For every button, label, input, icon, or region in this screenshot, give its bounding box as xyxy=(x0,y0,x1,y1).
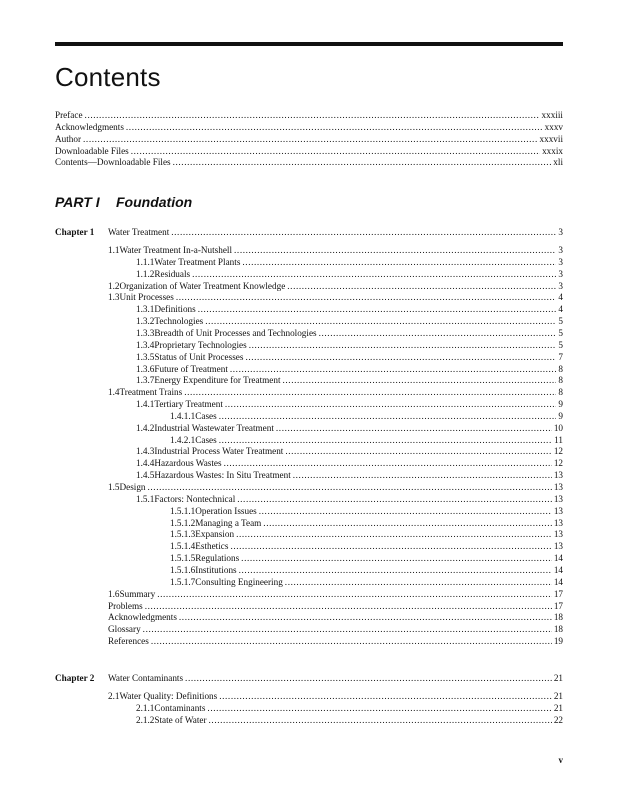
dot-leader xyxy=(148,482,552,493)
dot-leader xyxy=(237,494,552,505)
entry-title: Problems xyxy=(108,600,143,611)
section-number: 1.4.4 xyxy=(136,458,155,469)
front-matter-entry[interactable] xyxy=(55,157,563,168)
dot-leader xyxy=(219,411,557,422)
entry-title: Factors: Nontechnical xyxy=(154,493,236,504)
section-number: 1.4.1.1 xyxy=(170,410,196,421)
page-folio: v xyxy=(558,755,563,765)
page-number: 5 xyxy=(558,339,563,350)
dot-leader xyxy=(173,157,552,168)
dot-leader xyxy=(198,304,557,315)
page-number: xxxiii xyxy=(541,110,563,120)
dot-leader xyxy=(293,470,552,481)
page-number: 3 xyxy=(558,268,563,279)
section-entry[interactable] xyxy=(136,446,563,457)
section-number: 2.1 xyxy=(108,691,120,701)
entry-title: Esthetics xyxy=(195,541,229,552)
page-number: 21 xyxy=(553,691,563,701)
front-matter-entry[interactable] xyxy=(55,146,563,157)
dot-leader xyxy=(205,316,556,327)
section-number: 1.5.1.2 xyxy=(170,517,196,528)
entry-title: Acknowledgments xyxy=(108,612,177,623)
section-entry[interactable] xyxy=(136,399,563,410)
section-number: 1.4.3 xyxy=(136,446,155,457)
entry-title: Hazardous Wastes xyxy=(154,458,222,469)
entry-title: Design xyxy=(119,482,146,492)
section-number: 1.2 xyxy=(108,280,120,291)
page-number: 13 xyxy=(553,505,563,516)
page-number: 18 xyxy=(553,624,563,635)
page-number: 17 xyxy=(553,600,563,611)
page-number: 12 xyxy=(553,446,563,457)
section-number: 1.4 xyxy=(108,387,120,398)
entry-title: Cases xyxy=(195,434,217,445)
dot-leader xyxy=(259,506,552,517)
entry-title: Acknowledgments xyxy=(55,121,124,132)
page-number: 14 xyxy=(553,553,563,564)
entry-title: Regulations xyxy=(195,553,240,564)
section-entry[interactable] xyxy=(136,316,563,327)
page-number: 3 xyxy=(558,227,563,237)
entry-title: Expansion xyxy=(195,529,235,540)
dot-leader xyxy=(285,446,551,457)
backmatter-entry[interactable] xyxy=(108,612,563,623)
chapter-title: Water Contaminants xyxy=(108,673,184,683)
entry-title: Industrial Wastewater Treatment xyxy=(154,422,274,433)
dot-leader xyxy=(192,269,556,280)
entry-title: State of Water xyxy=(154,714,207,725)
section-entry[interactable] xyxy=(136,458,563,469)
section-entry[interactable] xyxy=(136,494,563,505)
entry-title: Water Treatment In-a-Nutshell xyxy=(119,245,233,255)
dot-leader xyxy=(151,636,552,647)
dot-leader xyxy=(230,541,551,552)
section-entry[interactable] xyxy=(136,304,563,315)
entry-title: Author xyxy=(55,133,82,144)
section-number: 1.3.1 xyxy=(136,304,155,315)
page-number: 22 xyxy=(553,714,563,725)
dot-leader xyxy=(230,364,557,375)
dot-leader xyxy=(126,122,543,133)
dot-leader xyxy=(209,715,552,726)
section-number: 1.5.1.4 xyxy=(170,541,196,552)
page-number: 17 xyxy=(553,588,563,599)
section-number: 1.5.1 xyxy=(136,493,155,504)
dot-leader xyxy=(236,529,552,540)
page-number: 3 xyxy=(558,256,563,267)
dot-leader xyxy=(234,245,556,256)
section-entry[interactable] xyxy=(170,553,563,564)
entry-title: Residuals xyxy=(154,268,191,279)
entry-title: Downloadable Files xyxy=(55,145,129,156)
section-number: 1.5.1.3 xyxy=(170,529,196,540)
page-number: 18 xyxy=(553,612,563,623)
chapter-title: Water Treatment xyxy=(108,227,170,237)
dot-leader xyxy=(207,703,551,714)
entry-title: Water Treatment Plants xyxy=(154,256,241,267)
chapter-label: Chapter 2 xyxy=(55,673,95,683)
dot-leader xyxy=(176,292,557,303)
entry-title: References xyxy=(108,636,149,647)
page-number: xxxvii xyxy=(539,133,563,144)
page-number: 13 xyxy=(553,493,563,504)
entry-title: Tertiary Treatment xyxy=(154,399,223,410)
section-number: 1.3.2 xyxy=(136,316,155,327)
section-entry[interactable] xyxy=(136,352,563,363)
entry-title: Summary xyxy=(119,588,156,599)
section-entry[interactable] xyxy=(170,518,563,529)
section-number: 1.5 xyxy=(108,482,120,492)
dot-leader xyxy=(276,423,552,434)
entry-title: Cases xyxy=(195,410,217,421)
page-number: 4 xyxy=(558,292,563,303)
front-matter-entry[interactable] xyxy=(55,110,563,121)
section-entry[interactable] xyxy=(170,577,563,588)
section-entry[interactable] xyxy=(136,423,563,434)
dot-leader xyxy=(245,352,556,363)
section-entry[interactable] xyxy=(136,470,563,481)
page-number: 8 xyxy=(558,387,563,398)
dot-leader xyxy=(157,589,552,600)
section-entry[interactable] xyxy=(136,703,563,714)
entry-title: Status of Unit Processes xyxy=(154,351,244,362)
page-number: xxxix xyxy=(542,145,563,156)
page-number: 5 xyxy=(558,316,563,327)
chapter-entry[interactable] xyxy=(108,227,563,238)
entry-title: Water Quality: Definitions xyxy=(119,691,218,701)
dot-leader xyxy=(171,227,556,238)
page-number: 12 xyxy=(553,458,563,469)
section-entry[interactable] xyxy=(136,269,563,280)
part-number: PART I xyxy=(55,194,100,210)
entry-title: Institutions xyxy=(195,564,237,575)
page-number: 21 xyxy=(553,702,563,713)
entry-title: Preface xyxy=(55,110,83,120)
section-entry[interactable] xyxy=(108,589,563,600)
section-number: 1.3 xyxy=(108,292,120,303)
entry-title: Energy Expenditure for Treatment xyxy=(154,375,281,386)
section-entry[interactable] xyxy=(108,387,563,398)
entry-title: Future of Treatment xyxy=(154,363,228,374)
backmatter-entry[interactable] xyxy=(108,624,563,635)
dot-leader xyxy=(283,375,557,386)
dot-leader xyxy=(319,328,557,339)
section-number: 1.4.5 xyxy=(136,470,155,481)
section-entry[interactable] xyxy=(170,565,563,576)
page-number: 13 xyxy=(553,541,563,552)
part-title: Foundation xyxy=(116,194,193,210)
section-entry[interactable] xyxy=(108,292,563,303)
page-number: 13 xyxy=(553,470,563,481)
dot-leader xyxy=(219,435,552,446)
section-entry[interactable] xyxy=(136,257,563,268)
dot-leader xyxy=(184,387,556,398)
section-entry[interactable] xyxy=(108,691,563,702)
page-number: 8 xyxy=(558,375,563,386)
page-number: 11 xyxy=(554,434,563,445)
section-number: 1.3.5 xyxy=(136,351,155,362)
page-number: 7 xyxy=(558,351,563,362)
page-number: 3 xyxy=(558,245,563,255)
section-number: 1.4.1 xyxy=(136,399,155,410)
part-heading xyxy=(55,194,192,210)
chapter-label: Chapter 1 xyxy=(55,227,95,237)
section-number: 1.1 xyxy=(108,245,120,255)
front-matter-entry[interactable] xyxy=(55,122,563,133)
entry-title: Operation Issues xyxy=(195,505,257,516)
page-number: xli xyxy=(553,157,563,168)
entry-title: Organization of Water Treatment Knowledge xyxy=(119,280,286,291)
page-title: Contents xyxy=(55,62,161,92)
dot-leader xyxy=(185,673,552,684)
section-entry[interactable] xyxy=(170,529,563,540)
section-number: 1.3.7 xyxy=(136,375,155,386)
section-entry[interactable] xyxy=(170,506,563,517)
section-number: 1.4.2.1 xyxy=(170,434,196,445)
section-number: 1.5.1.6 xyxy=(170,564,196,575)
dot-leader xyxy=(242,257,556,268)
dot-leader xyxy=(287,281,556,292)
page-number: 14 xyxy=(553,576,563,587)
page-number: 14 xyxy=(553,564,563,575)
section-number: 1.5.1.5 xyxy=(170,553,196,564)
entry-title: Proprietary Technologies xyxy=(154,339,247,350)
page-number: xxxv xyxy=(544,121,563,132)
backmatter-entry[interactable] xyxy=(108,601,563,612)
dot-leader xyxy=(219,691,552,702)
page-number: 3 xyxy=(558,280,563,291)
section-entry[interactable] xyxy=(108,482,563,493)
section-number: 2.1.2 xyxy=(136,714,155,725)
page-number: 9 xyxy=(558,399,563,410)
section-entry[interactable] xyxy=(170,435,563,446)
dot-leader xyxy=(145,601,552,612)
chapter-entry[interactable] xyxy=(108,673,563,684)
dot-leader xyxy=(285,577,552,588)
page-number: 21 xyxy=(553,673,563,683)
entry-title: Treatment Trains xyxy=(119,387,183,398)
dot-leader xyxy=(85,110,540,121)
dot-leader xyxy=(143,624,552,635)
dot-leader xyxy=(179,612,552,623)
section-number: 1.3.6 xyxy=(136,363,155,374)
section-number: 1.3.4 xyxy=(136,339,155,350)
page-number: 13 xyxy=(553,517,563,528)
dot-leader xyxy=(241,553,552,564)
entry-title: Consulting Engineering xyxy=(195,576,283,587)
entry-title: Unit Processes xyxy=(119,292,174,303)
dot-leader xyxy=(224,458,552,469)
section-entry[interactable] xyxy=(170,411,563,422)
section-number: 1.5.1.1 xyxy=(170,505,196,516)
section-number: 1.3.3 xyxy=(136,327,155,338)
page-number: 13 xyxy=(553,482,563,492)
dot-leader xyxy=(239,565,552,576)
entry-title: Technologies xyxy=(154,316,204,327)
section-entry[interactable] xyxy=(136,328,563,339)
section-entry[interactable] xyxy=(170,541,563,552)
page-number: 9 xyxy=(558,410,563,421)
section-entry[interactable] xyxy=(108,245,563,256)
section-number: 2.1.1 xyxy=(136,702,155,713)
section-number: 1.1.1 xyxy=(136,256,155,267)
dot-leader xyxy=(263,518,552,529)
backmatter-entry[interactable] xyxy=(108,636,563,647)
front-matter-entry[interactable] xyxy=(55,134,563,145)
entry-title: Hazardous Wastes: In Situ Treatment xyxy=(154,470,291,481)
top-rule xyxy=(55,42,563,46)
page-number: 5 xyxy=(558,327,563,338)
section-entry[interactable] xyxy=(136,364,563,375)
dot-leader xyxy=(249,340,557,351)
section-number: 1.4.2 xyxy=(136,422,155,433)
page-number: 10 xyxy=(553,422,563,433)
entry-title: Definitions xyxy=(154,304,196,315)
section-entry[interactable] xyxy=(136,375,563,386)
dot-leader xyxy=(225,399,557,410)
page-number: 8 xyxy=(558,363,563,374)
section-number: 1.6 xyxy=(108,588,120,599)
entry-title: Contents—Downloadable Files xyxy=(55,157,171,168)
entry-title: Breadth of Unit Processes and Technologies xyxy=(154,327,317,338)
section-number: 1.5.1.7 xyxy=(170,576,196,587)
section-entry[interactable] xyxy=(108,281,563,292)
entry-title: Contaminants xyxy=(154,702,206,713)
page-number: 13 xyxy=(553,529,563,540)
page-number: 19 xyxy=(553,636,563,647)
dot-leader xyxy=(83,134,537,145)
entry-title: Industrial Process Water Treatment xyxy=(154,446,284,457)
dot-leader xyxy=(131,146,540,157)
section-number: 1.1.2 xyxy=(136,268,155,279)
page-number: 4 xyxy=(558,304,563,315)
entry-title: Managing a Team xyxy=(195,517,262,528)
entry-title: Glossary xyxy=(108,624,141,635)
section-entry[interactable] xyxy=(136,715,563,726)
section-entry[interactable] xyxy=(136,340,563,351)
